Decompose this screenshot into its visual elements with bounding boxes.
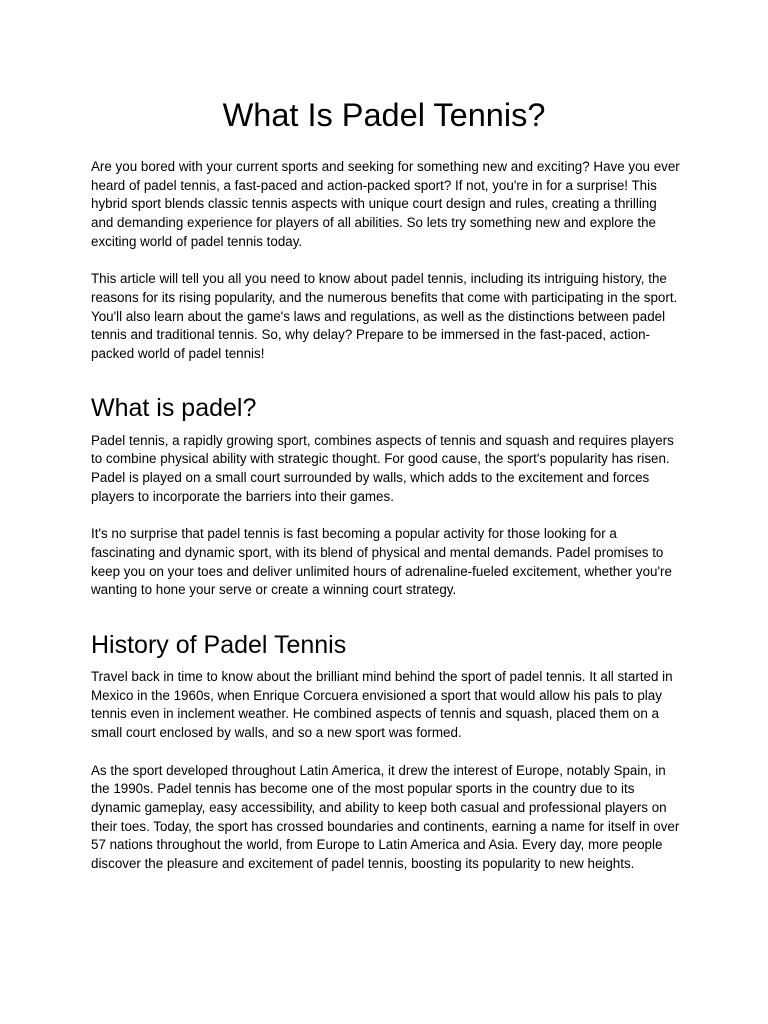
document-body: [91, 158, 681, 892]
intro-paragraph: Are you bored with your current sports and seeking for something new and exciting? Have you ever heard of padel tennis, a fast-paced and action-packed sport? If not, you're in for a surprise! This hybrid sport blends classic tennis aspects with unique court design and rules, creating a thrilling and demanding experience for players of all abilities. So lets try something new and explore the exciting world of padel tennis today.: [91, 159, 680, 249]
section-heading-what-is-padel: What is padel?: [91, 394, 257, 423]
section-paragraph: Travel back in time to know about the brilliant mind behind the sport of padel tennis. It all started in Mexico in the 1960s, when Enrique Corcuera envisioned a sport that would allow his pals to play tennis even in inclement weather. He combined aspects of tennis and squash, placed them on a small court enclosed by walls, and so a new sport was formed.: [91, 669, 673, 741]
section-paragraph: As the sport developed throughout Latin America, it drew the interest of Europe, notably Spain, in the 1990s. Padel tennis has become one of the most popular sports in the country due to its dynamic gameplay, easy accessibility, and ability to keep both casual and professional players on their toes. Today, the sport has crossed boundaries and continents, earning a name for itself in over 57 nations throughout the world, from Europe to Latin America and Asia. Every day, more people discover the pleasure and excitement of padel tennis, boosting its popularity to new heights.: [91, 762, 680, 872]
section-paragraph: Padel tennis, a rapidly growing sport, combines aspects of tennis and squash and requires players to combine physical ability with strategic thought. For good cause, the sport's popularity has risen. Padel is played on a small court surrounded by walls, which adds to the excitement and forces players to incorporate the barriers into their games.: [91, 432, 674, 504]
section-paragraph: It's no surprise that padel tennis is fast becoming a popular activity for those looking for a fascinating and dynamic sport, with its blend of physical and mental demands. Padel promises to keep you on your toes and deliver unlimited hours of adrenaline-fueled excitement, whether you're wanting to hone your serve or create a winning court strategy.: [91, 526, 672, 598]
section-heading-history: History of Padel Tennis: [91, 630, 347, 659]
document-title: What Is Padel Tennis?: [222, 97, 546, 133]
intro-paragraph: This article will tell you all you need to know about padel tennis, including its intriguing history, the reasons for its rising popularity, and the numerous benefits that come with participating in the sport. You'll also learn about the game's laws and regulations, as well as the distinctions between padel tennis and traditional tennis. So, why delay? Prepare to be immersed in the fast-paced, action-packed world of padel tennis!: [91, 271, 678, 362]
